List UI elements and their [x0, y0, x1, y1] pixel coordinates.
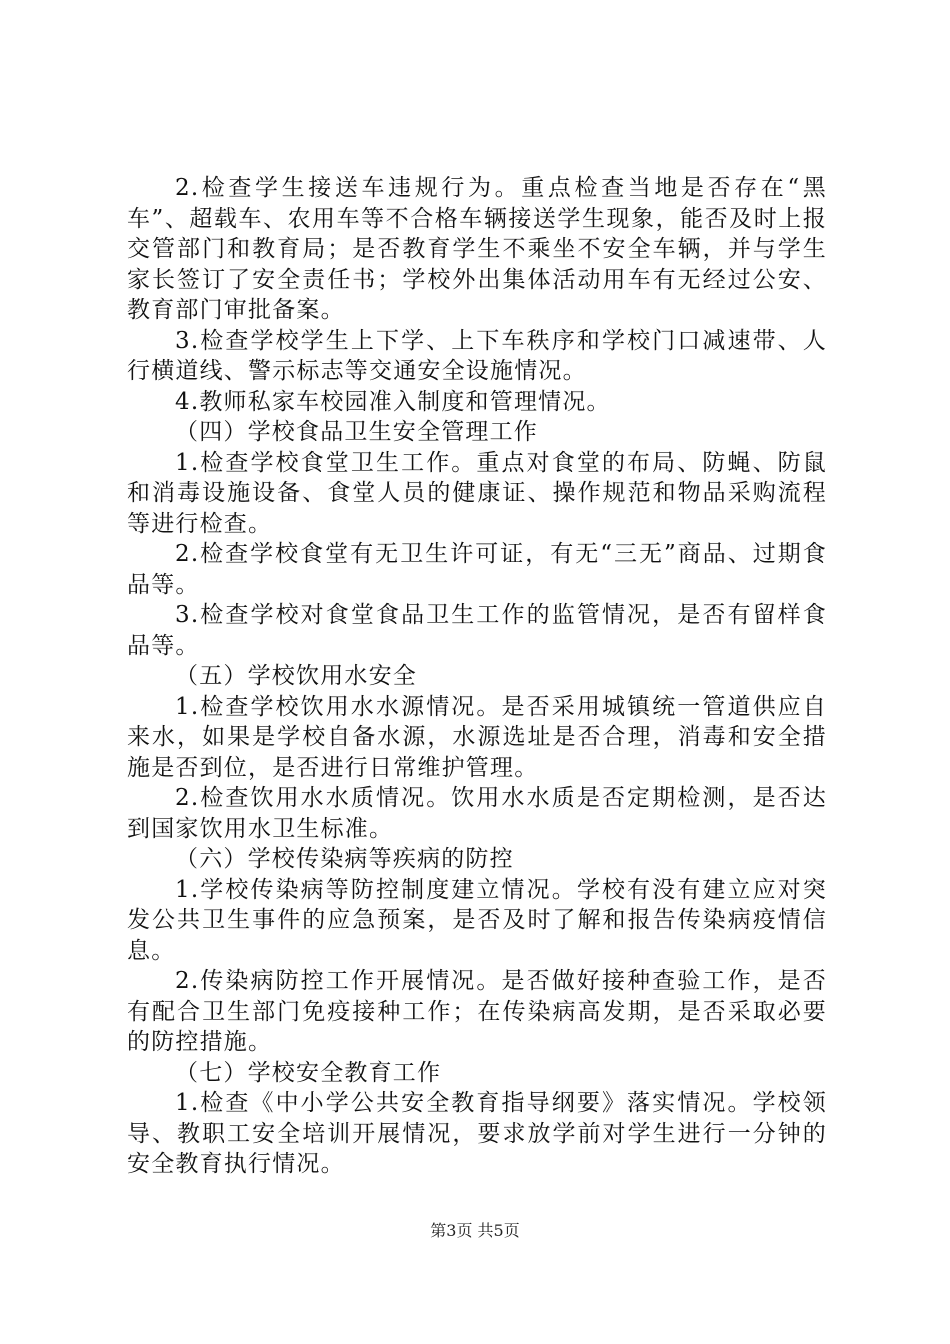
- paragraph: 2.检查学生接送车违规行为。重点检查当地是否存在“黑车”、超载车、农用车等不合格车辆接送学生现象，能否及时上报交管部门和教育局；是否教育学生不乘坐不安全车辆，并与学生家长签订了安全责任书；学校外出集体活动用车有无经过公安、教育部门审批备案。: [127, 175, 827, 323]
- paragraph: 1.检查《中小学公共安全教育指导纲要》落实情况。学校领导、教职工安全培训开展情况，要求放学前对学生进行一分钟的安全教育执行情况。: [127, 1090, 827, 1177]
- paragraph: 1.检查学校食堂卫生工作。重点对食堂的布局、防蝇、防鼠和消毒设施设备、食堂人员的健康证、操作规范和物品采购流程等进行检查。: [127, 449, 827, 537]
- document-body: [127, 173, 827, 1180]
- section-heading: （六）学校传染病等疾病的防控: [175, 846, 514, 872]
- paragraph: 3.检查学校对食堂食品卫生工作的监管情况，是否有留样食品等。: [127, 602, 827, 659]
- section-heading: （四）学校食品卫生安全管理工作: [175, 419, 538, 445]
- section-heading: （五）学校饮用水安全: [175, 663, 417, 689]
- section-heading: （七）学校安全教育工作: [175, 1059, 442, 1086]
- paragraph: 2.传染病防控工作开展情况。是否做好接种查验工作，是否有配合卫生部门免疫接种工作；在传染病高发期，是否采取必要的防控措施。: [127, 968, 827, 1055]
- paragraph: 2.检查学校食堂有无卫生许可证，有无“三无”商品、过期食品等。: [127, 541, 827, 598]
- paragraph: 1.学校传染病等防控制度建立情况。学校有没有建立应对突发公共卫生事件的应急预案，是否及时了解和报告传染病疫情信息。: [127, 876, 827, 964]
- paragraph: 3.检查学校学生上下学、上下车秩序和学校门口减速带、人行横道线、警示标志等交通安全设施情况。: [127, 327, 827, 384]
- page-number-footer: 第3页 共5页: [430, 1221, 520, 1240]
- paragraph: 4.教师私家车校园准入制度和管理情况。: [175, 388, 611, 415]
- paragraph: 1.检查学校饮用水水源情况。是否采用城镇统一管道供应自来水，如果是学校自备水源，水源选址是否合理，消毒和安全措施是否到位，是否进行日常维护管理。: [127, 693, 827, 781]
- paragraph: 2.检查饮用水水质情况。饮用水水质是否定期检测，是否达到国家饮用水卫生标准。: [127, 785, 827, 842]
